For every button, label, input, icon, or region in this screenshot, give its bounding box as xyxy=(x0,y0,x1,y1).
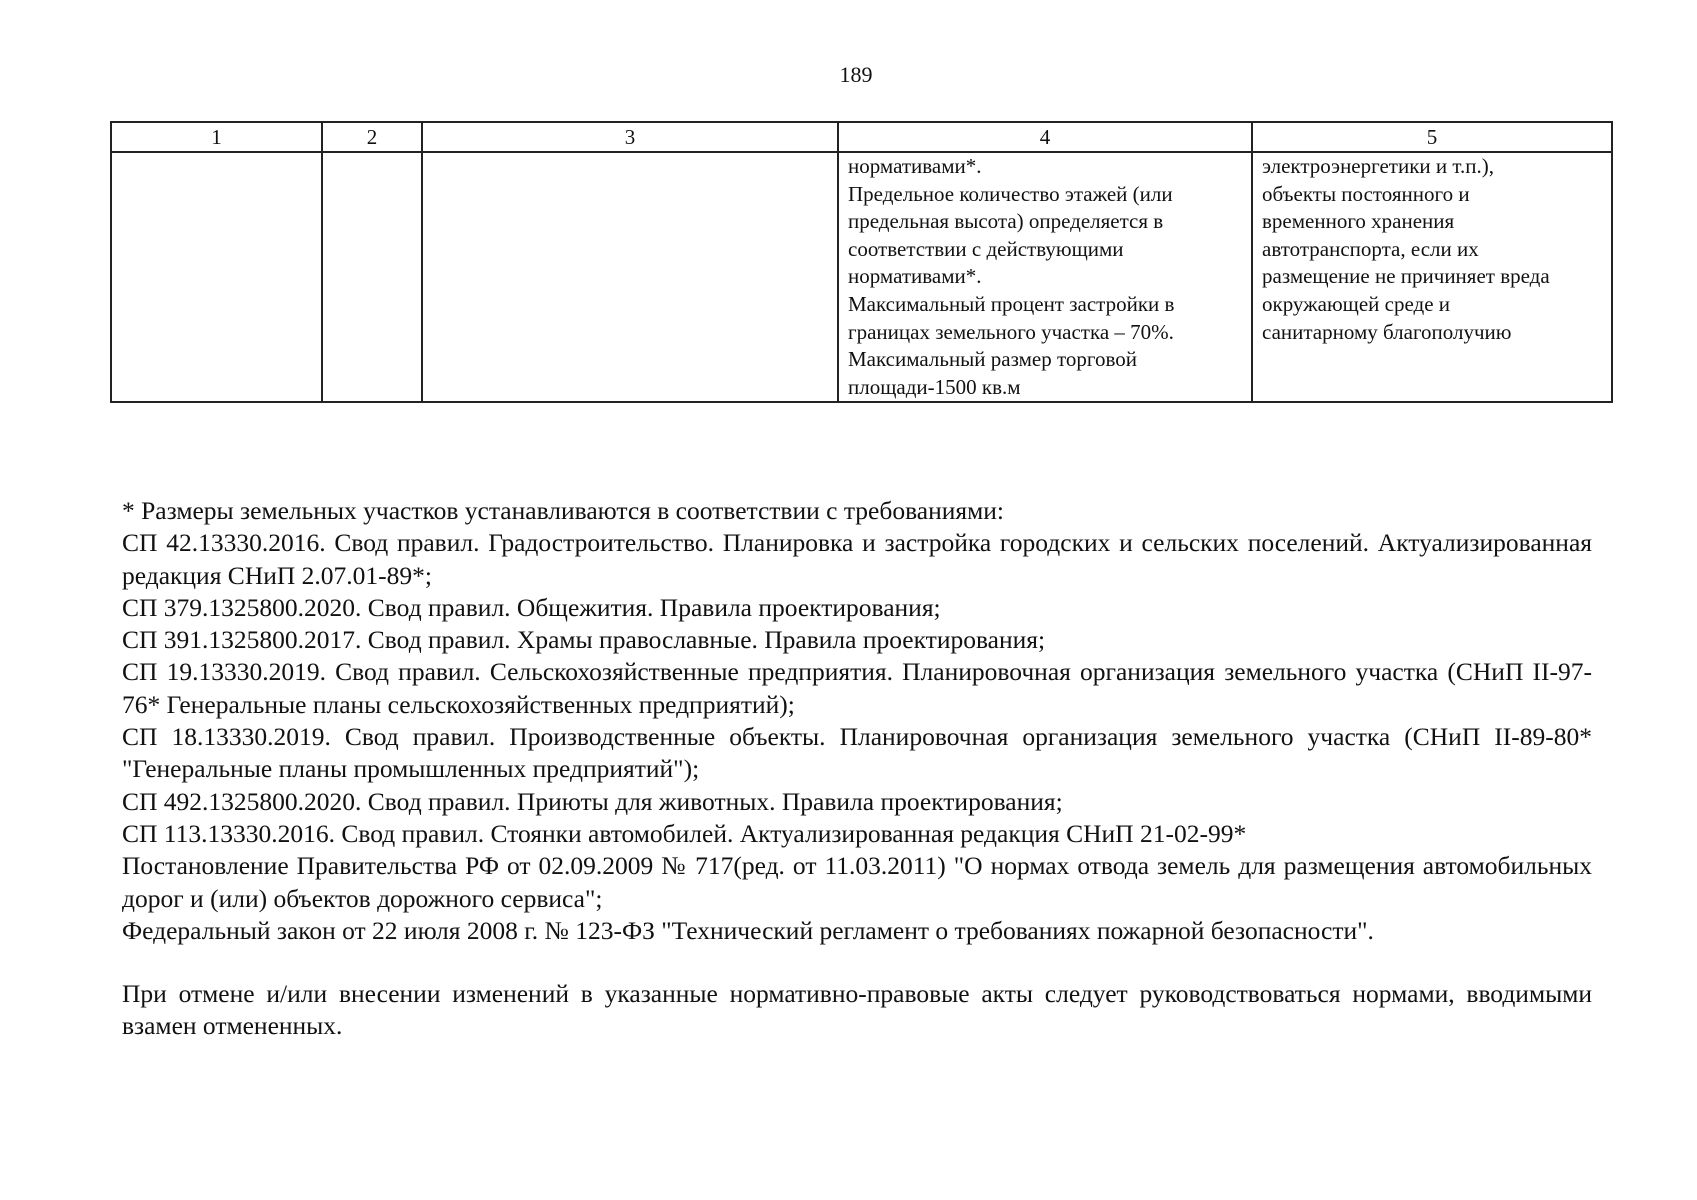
cell-text-line: границах земельного участка – 70%. xyxy=(848,319,1174,344)
footnote-item: СП 113.13330.2016. Свод правил. Стоянки автомобилей. Актуализированная редакция СНиП 21-02-99* xyxy=(122,818,1247,848)
closing-note: При отмене и/или внесении изменений в указанные нормативно-правовые акты следует руководствоваться нормами, вводимыми взамен отмененных. xyxy=(122,979,1592,1041)
header-col-1: 1 xyxy=(111,122,322,152)
cell-text-line: соответствии с действующими xyxy=(848,236,1124,261)
header-col-2: 2 xyxy=(322,122,422,152)
cell-text-line: размещение не причиняет вреда xyxy=(1262,264,1550,289)
cell-col-3 xyxy=(422,152,838,402)
cell-text-line: Предельное количество этажей (или xyxy=(848,181,1173,206)
footnote-item: СП 42.13330.2016. Свод правил. Градостроительство. Планировка и застройка городских и сельских поселений. Актуализированная редакция СНиП 2.07.01-89*; xyxy=(122,528,1592,590)
cell-text-line: нормативами*. xyxy=(848,154,982,178)
footnote-item: СП 492.1325800.2020. Свод правил. Приюты для животных. Правила проектирования; xyxy=(122,786,1063,816)
cell-text-line: автотранспорта, если их xyxy=(1262,236,1479,261)
regulation-table xyxy=(110,121,1613,403)
footnote-item: Федеральный закон от 22 июля 2008 г. № 123-ФЗ "Технический регламент о требованиях пожарной безопасности". xyxy=(122,915,1374,945)
cell-text-line: площади-1500 кв.м xyxy=(848,374,1021,399)
cell-text-line: предельная высота) определяется в xyxy=(848,209,1164,234)
header-col-5: 5 xyxy=(1252,122,1612,152)
footnote-item: СП 391.1325800.2017. Свод правил. Храмы православные. Правила проектирования; xyxy=(122,625,1046,655)
footnote-intro: * Размеры земельных участков устанавливаются в соответствии с требованиями: xyxy=(122,496,1004,525)
cell-col-2 xyxy=(322,152,422,402)
footnote-item: Постановление Правительства РФ от 02.09.2009 № 717(ред. от 11.03.2011) "О нормах отвода земель для размещения автомобильных дорог и (или) объектов дорожного сервиса"; xyxy=(122,851,1592,913)
footnotes-section xyxy=(122,495,1592,1043)
cell-text-line: временного хранения xyxy=(1262,209,1455,234)
cell-text-line: объекты постоянного и xyxy=(1262,181,1470,206)
cell-text-line: Максимальный процент застройки в xyxy=(848,291,1175,316)
header-col-3: 3 xyxy=(422,122,838,152)
header-col-4: 4 xyxy=(838,122,1252,152)
page-number: 189 xyxy=(839,62,873,87)
cell-text-line: электроэнергетики и т.п.), xyxy=(1262,154,1494,178)
table-row xyxy=(111,152,1612,402)
cell-col-4 xyxy=(838,152,1252,402)
cell-text-line: Максимальный размер торговой xyxy=(848,347,1137,372)
footnote-item: СП 379.1325800.2020. Свод правил. Общежития. Правила проектирования; xyxy=(122,592,941,622)
cell-text-line: санитарному благополучию xyxy=(1262,319,1512,344)
footnote-item: СП 18.13330.2019. Свод правил. Производственные объекты. Планировочная организация земельного участка (СНиП II-89-80* "Генеральные планы промышленных предприятий"); xyxy=(122,722,1592,784)
cell-col-1 xyxy=(111,152,322,402)
cell-text-line: окружающей среде и xyxy=(1262,291,1451,316)
table-header-row xyxy=(111,122,1612,152)
cell-col-5 xyxy=(1252,152,1612,402)
cell-text-line: нормативами*. xyxy=(848,264,982,289)
footnote-item: СП 19.13330.2019. Свод правил. Сельскохозяйственные предприятия. Планировочная организация земельного участка (СНиП II-97-76* Генеральные планы сельскохозяйственных предприятий); xyxy=(122,657,1592,719)
